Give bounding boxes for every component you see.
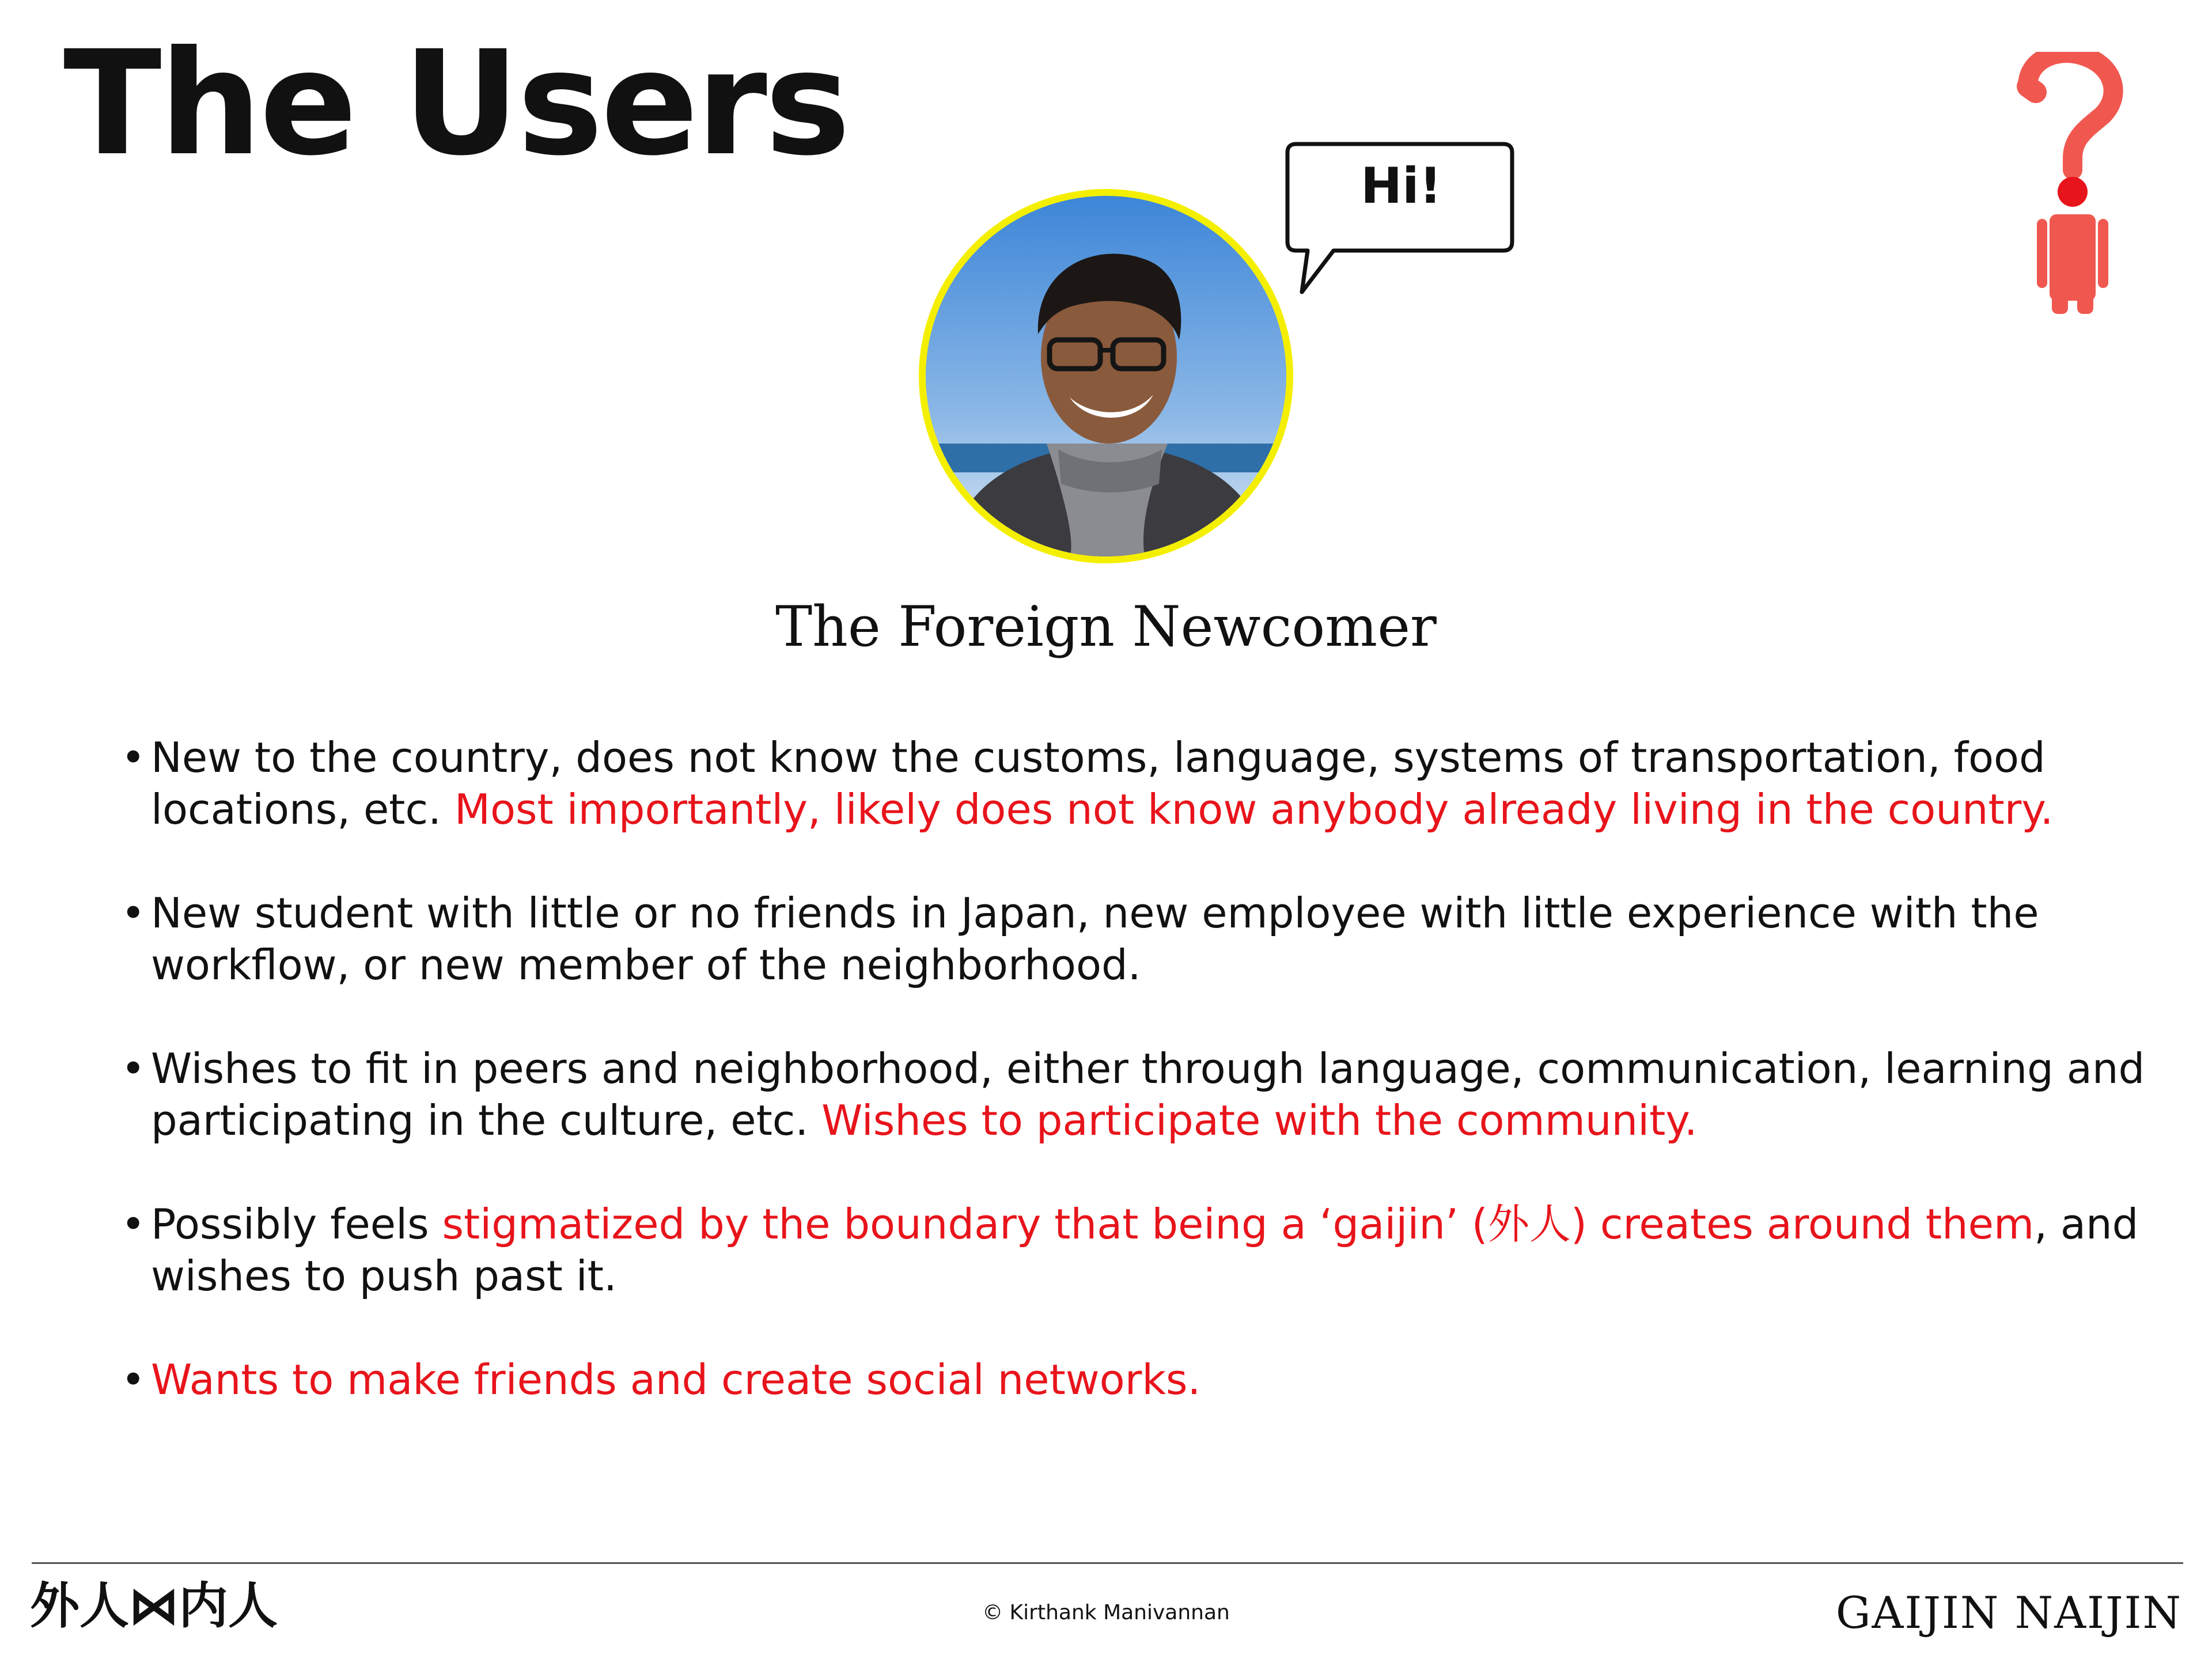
bullet-marker: • [121,889,146,937]
bullet-text: , and wishes to push past it. [151,1200,2139,1300]
bullet-text: New student with little or no friends in Japan, new employee with little experience with the workflow, or new member of the neighborhood. [151,889,2039,989]
bullet-item [115,732,2160,835]
bullet-item [115,1198,2160,1302]
bullet-marker: • [121,1044,146,1093]
bullet-marker: • [121,1200,146,1248]
bullet-text: New to the country, does not know the customs, language, systems of transportation, food locations, etc. [151,733,2046,834]
bullet-item [115,1354,2160,1406]
bullet-highlight: Wishes to participate with the community. [808,1096,1698,1145]
bullet-list [115,732,2160,1457]
persona-name: The Foreign Newcomer [775,594,1437,659]
bullet-highlight: stigmatized by the boundary that being a ‘gaijin’ (外人) creates around them [442,1200,2035,1248]
bullet-marker: • [121,733,146,782]
bullet-item [115,1043,2160,1146]
persona-photo [926,196,1286,556]
bullet-text: Wishes to fit in peers and neighborhood, either through language, communication, learning and participating in the culture, etc. [151,1044,2145,1145]
footer-logo: 外人⋈内人 [30,1577,278,1635]
bullet-marker: • [121,1355,146,1404]
footer-copyright: © Kirthank Manivannan [982,1601,1230,1624]
user-question-icon [2016,52,2137,317]
bullet-item [115,887,2160,991]
bullet-text: Possibly feels [151,1200,442,1248]
footer-brand: GAIJIN NAIJIN [1835,1587,2182,1638]
persona-avatar [919,189,1293,563]
bullet-highlight: Wants to make friends and create social networks. [151,1355,1201,1404]
footer-divider [32,1562,2183,1564]
slide-title: The Users [63,20,849,187]
bullet-highlight: Most importantly, likely does not know anybody already living in the country. [441,785,2054,834]
speech-bubble-text: Hi! [1361,157,1442,215]
